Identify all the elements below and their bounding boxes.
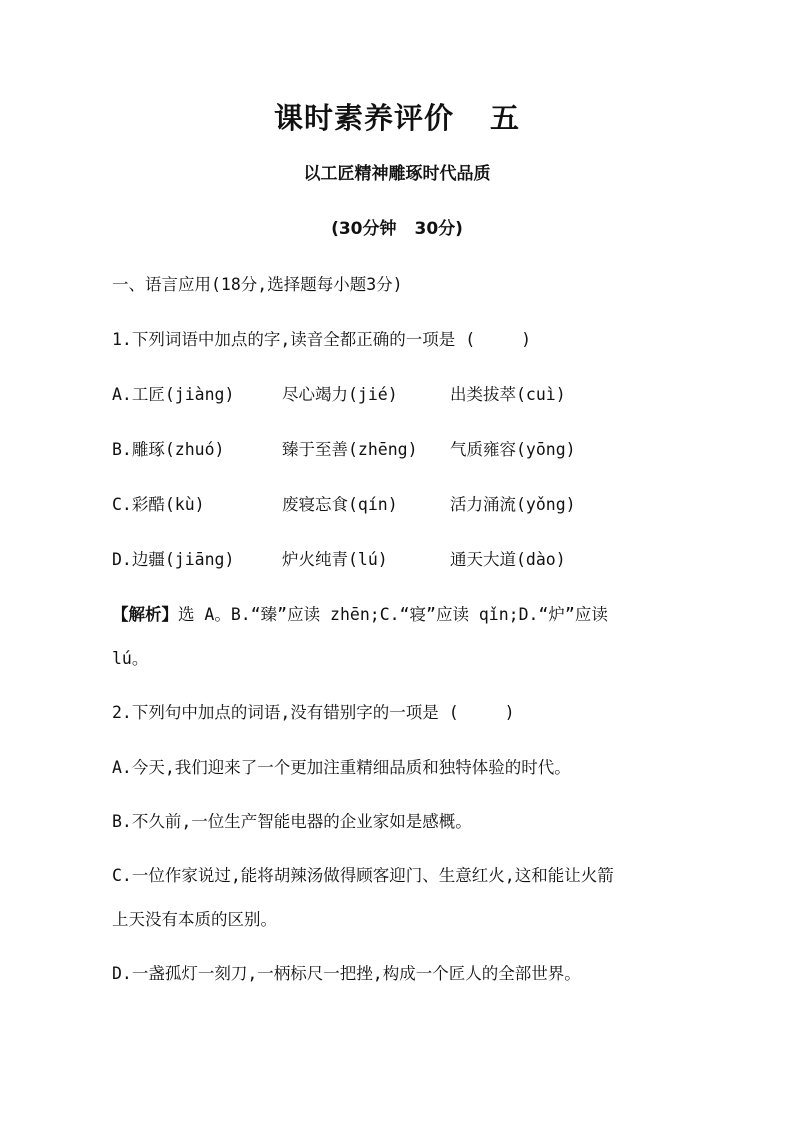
- question-2-close-paren: ): [504, 703, 515, 722]
- q1-option-b-1: B.雕琢(zhuó): [112, 440, 225, 459]
- time-limit: (30分钟: [331, 219, 397, 239]
- q2-option-c-line-1: C.一位作家说过,能将胡辣汤做得顾客迎门、生意红火,这和能让火箭: [112, 866, 614, 885]
- title-number: 五: [490, 101, 521, 135]
- q2-option-c-line-2: 上天没有本质的区别。: [112, 910, 277, 929]
- section-heading: 一、语言应用(18分,选择题每小题3分): [112, 275, 403, 294]
- q1-option-b-2: 臻于至善(zhēng): [282, 440, 418, 459]
- lesson-subtitle: 以工匠精神雕琢时代品质: [303, 164, 491, 184]
- q1-analysis-line-1: [112, 601, 608, 625]
- q2-option-d: D.一盏孤灯一刻刀,一柄标尺一把挫,构成一个匠人的全部世界。: [112, 964, 581, 983]
- q1-option-b-3: 气质雍容(yōng): [450, 440, 576, 459]
- question-1-close-paren: ): [521, 330, 532, 349]
- title-main: 课时素养评价: [273, 101, 454, 135]
- q1-option-d-2: 炉火纯青(lú): [282, 550, 388, 569]
- q1-option-c-1: C.彩酷(kù): [112, 495, 205, 514]
- question-2-stem: [112, 699, 515, 723]
- q1-option-a-2: 尽心竭力(jié): [282, 385, 398, 404]
- question-2-text: 2.下列句中加点的词语,没有错别字的一项是 (: [112, 703, 459, 722]
- total-score: 30分): [414, 219, 463, 239]
- question-1-text: 1.下列词语中加点的字,读音全都正确的一项是 (: [112, 330, 476, 349]
- q1-option-d-1: D.边疆(jiāng): [112, 550, 235, 569]
- analysis-tag: 【解析】: [112, 605, 178, 624]
- question-1-stem: [112, 326, 531, 350]
- q1-option-a-3: 出类拔萃(cuì): [450, 385, 566, 404]
- q1-option-a-1: A.工匠(jiàng): [112, 385, 235, 404]
- q1-analysis-line-2: lú。: [112, 649, 149, 668]
- analysis-text: 选 A。B.“臻”应读 zhēn;C.“寝”应读 qǐn;D.“炉”应读: [178, 605, 608, 624]
- q1-option-c-2: 废寝忘食(qín): [282, 495, 398, 514]
- time-score-info: [0, 214, 794, 239]
- q2-option-a: A.今天,我们迎来了一个更加注重精细品质和独特体验的时代。: [112, 758, 571, 777]
- q1-option-c-3: 活力涌流(yǒng): [450, 495, 576, 514]
- page-title: [0, 96, 794, 137]
- q2-option-b: B.不久前,一位生产智能电器的企业家如是感概。: [112, 812, 472, 831]
- q1-option-d-3: 通天大道(dào): [450, 550, 566, 569]
